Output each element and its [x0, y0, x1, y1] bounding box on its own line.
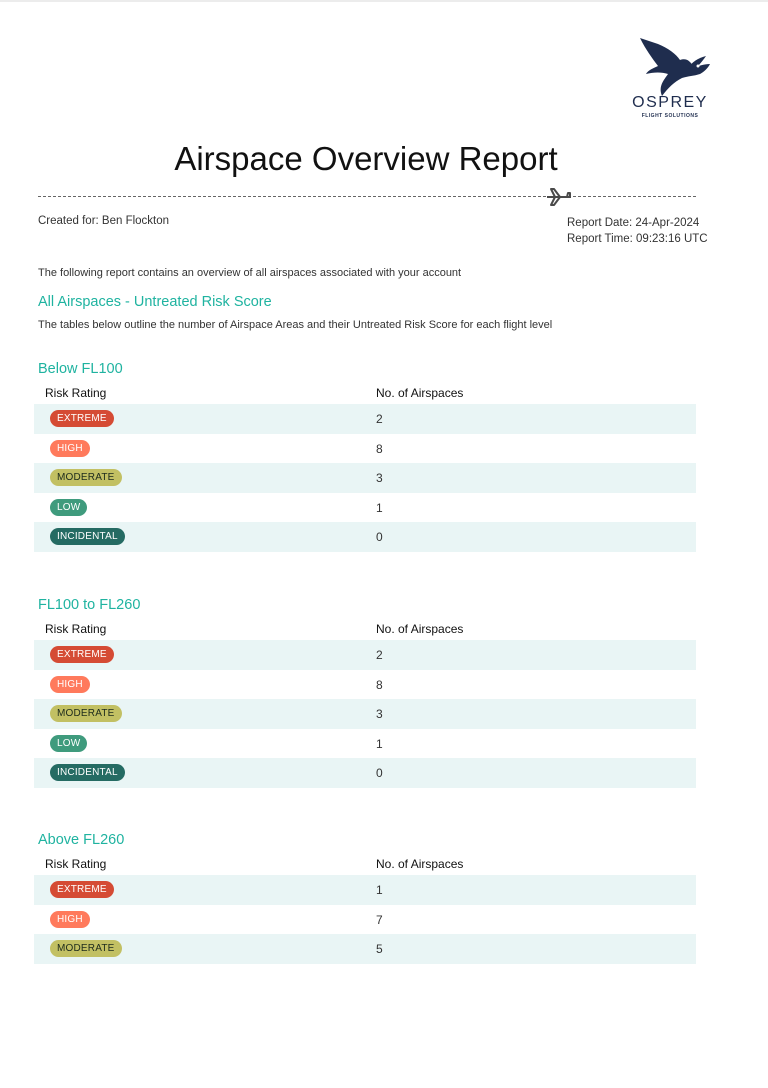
- table-row: [34, 758, 696, 788]
- intro-text: The following report contains an overview of all airspaces associated with your account: [38, 267, 462, 279]
- table-row: [34, 729, 696, 759]
- airplane-icon: [546, 186, 572, 208]
- dashed-divider: [38, 196, 696, 197]
- airspace-count: 1: [376, 736, 383, 751]
- table-row: [34, 905, 696, 935]
- risk-badge-incidental: INCIDENTAL: [50, 764, 125, 781]
- table-row: [34, 404, 696, 434]
- airspace-count: 8: [376, 441, 383, 456]
- column-risk-rating: Risk Rating: [45, 622, 107, 636]
- logo-wordmark: OSPREY: [632, 94, 708, 111]
- risk-badge-moderate: MODERATE: [50, 940, 122, 957]
- column-airspace-count: No. of Airspaces: [376, 386, 464, 400]
- report-meta: [567, 215, 708, 247]
- airspace-count: 1: [376, 883, 383, 897]
- table-header: [34, 380, 696, 404]
- report-time: Report Time: 09:23:16 UTC: [567, 233, 708, 245]
- table-title: FL100 to FL260: [38, 597, 141, 613]
- airspace-count: 3: [376, 707, 383, 721]
- column-risk-rating: Risk Rating: [45, 857, 107, 871]
- table-header: [34, 616, 696, 640]
- risk-badge-extreme: EXTREME: [50, 410, 114, 427]
- risk-badge-extreme: EXTREME: [50, 646, 114, 663]
- airspace-count: 8: [376, 677, 383, 692]
- table-row: [34, 934, 696, 964]
- risk-badge-moderate: MODERATE: [50, 705, 122, 722]
- logo-subtitle: FLIGHT SOLUTIONS: [641, 113, 699, 119]
- column-risk-rating: Risk Rating: [45, 386, 107, 400]
- table-row: [34, 493, 696, 523]
- risk-badge-extreme: EXTREME: [50, 881, 114, 898]
- table-row: [34, 875, 696, 905]
- report-title: Airspace Overview Report: [174, 140, 558, 177]
- risk-table-above-fl260: [34, 829, 696, 964]
- column-airspace-count: No. of Airspaces: [376, 622, 464, 636]
- table-title: Above FL260: [38, 832, 125, 848]
- airspace-count: 3: [376, 471, 383, 485]
- risk-badge-high: HIGH: [50, 440, 90, 457]
- table-header: [34, 851, 696, 875]
- risk-table-below-fl100: [34, 358, 696, 552]
- created-for: Created for: Ben Flockton: [38, 215, 170, 227]
- airspace-count: 0: [376, 766, 383, 780]
- section-description: The tables below outline the number of Airspace Areas and their Untreated Risk Score for each flight level: [38, 319, 553, 331]
- risk-badge-high: HIGH: [50, 676, 90, 693]
- risk-badge-low: LOW: [50, 735, 87, 752]
- table-row: [34, 670, 696, 700]
- airspace-count: 1: [376, 500, 383, 515]
- airspace-count: 2: [376, 412, 383, 426]
- table-row: [34, 640, 696, 670]
- airspace-count: 7: [376, 912, 383, 927]
- airspace-count: 2: [376, 648, 383, 662]
- table-title: Below FL100: [38, 361, 123, 377]
- section-heading: All Airspaces - Untreated Risk Score: [38, 294, 272, 310]
- risk-table-fl100-to-fl260: [34, 594, 696, 788]
- risk-badge-high: HIGH: [50, 911, 90, 928]
- risk-badge-moderate: MODERATE: [50, 469, 122, 486]
- risk-badge-incidental: INCIDENTAL: [50, 528, 125, 545]
- table-row: [34, 522, 696, 552]
- airspace-count: 5: [376, 942, 383, 956]
- report-date: Report Date: 24-Apr-2024: [567, 217, 700, 229]
- risk-badge-low: LOW: [50, 499, 87, 516]
- table-row: [34, 699, 696, 729]
- airspace-count: 0: [376, 530, 383, 544]
- table-row: [34, 434, 696, 464]
- table-row: [34, 463, 696, 493]
- column-airspace-count: No. of Airspaces: [376, 857, 464, 871]
- osprey-bird-icon: [628, 34, 712, 100]
- osprey-logo: [620, 34, 720, 134]
